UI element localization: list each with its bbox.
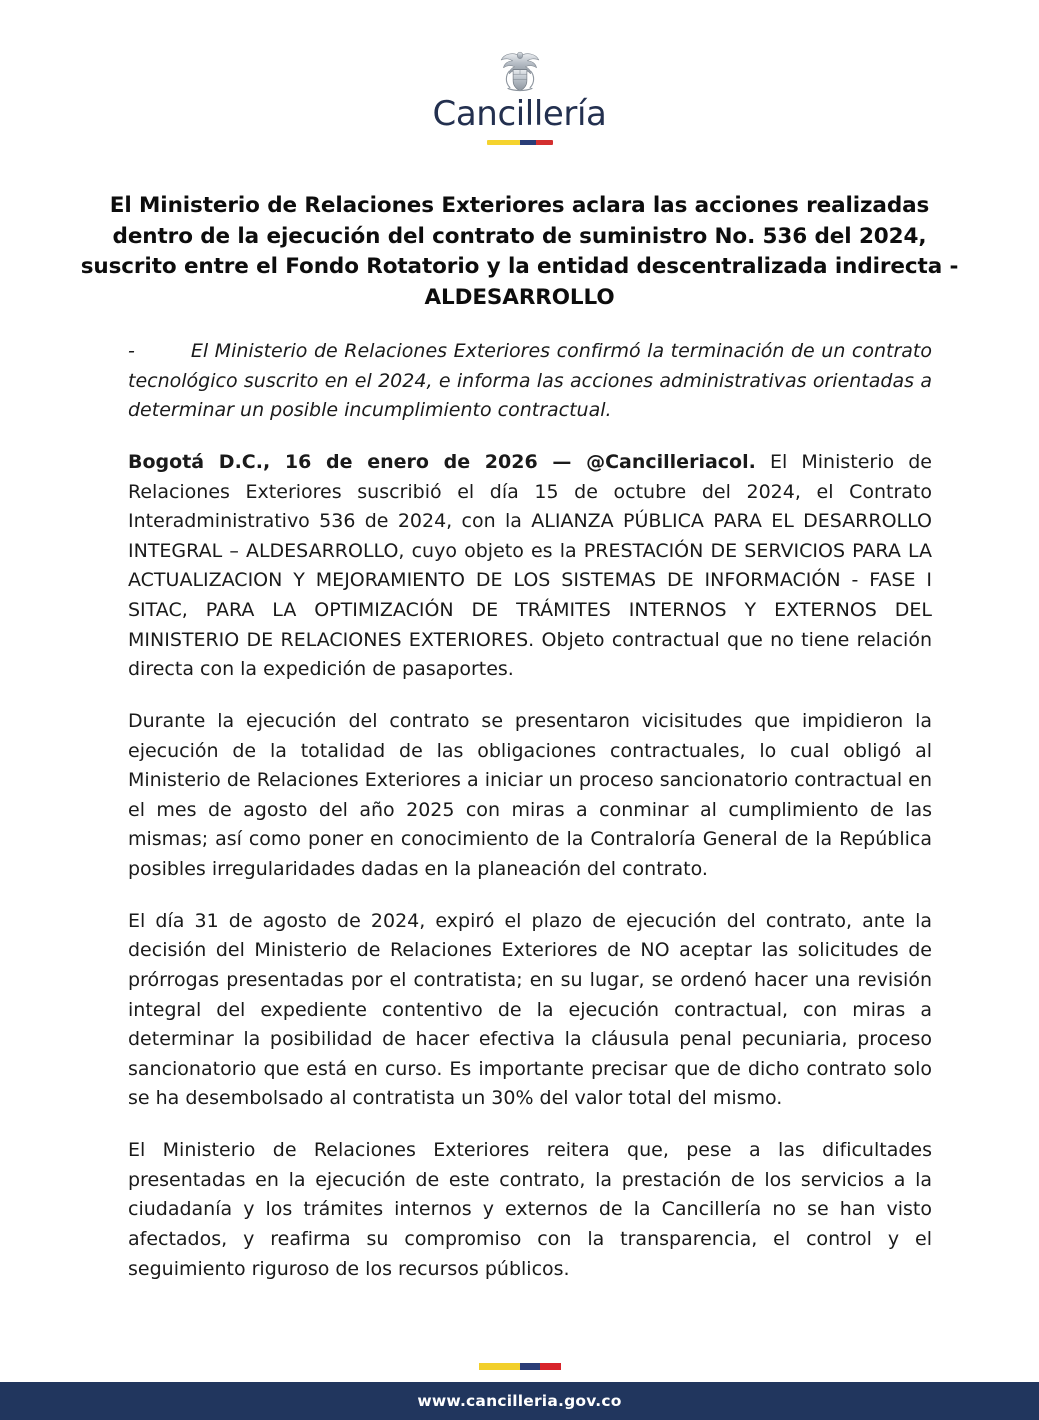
lede-paragraph [128, 337, 932, 426]
flag-stripe-yellow [487, 140, 520, 145]
body-paragraph-1-text: El Ministerio de Relaciones Exteriores suscribió el día 15 de octubre del 2024, el Contrato Interadministrativo 536 de 2024, con la ALIANZA PÚBLICA PARA EL DESARROLLO INTEGRAL – ALDESARROLLO, cuyo objeto es la PRESTACIÓN DE SERVICIOS PARA LA ACTUALIZACION Y MEJORAMIENTO DE LOS SISTEMAS DE INFORMACIÓN - FASE I SITAC, PARA LA OPTIMIZACIÓN DE TRÁMITES INTERNOS Y EXTERNOS DEL MINISTERIO DE RELACIONES EXTERIORES. Objeto contractual que no tiene relación directa con la expedición de pasaportes. [128, 450, 932, 681]
footer-flag-stripe-red [540, 1363, 561, 1370]
footer-bar [0, 1382, 1039, 1420]
cancilleria-wordmark: Cancillería [432, 94, 607, 134]
footer-flag-stripe-yellow [479, 1363, 520, 1370]
footer-flag-wrap [0, 1363, 1039, 1370]
body-paragraph-1 [128, 448, 932, 685]
colombia-flag-bar-icon-footer [479, 1363, 561, 1370]
document-header [0, 0, 1039, 145]
body-paragraph-3: El día 31 de agosto de 2024, expiró el plazo de ejecución del contrato, ante la decisión del Ministerio de Relaciones Exteriores de NO aceptar las solicitudes de prórrogas presentadas por el contratista; en su lugar, se ordenó hacer una revisión integral del expediente contentivo de la ejecución contractual, con miras a determinar la posibilidad de hacer efectiva la cláusula penal pecuniaria, proceso sancionatorio que está en curso. Es importante precisar que de dicho contrato solo se ha desembolsado al contratista un 30% del valor total del mismo. [128, 909, 932, 1110]
page-title: El Ministerio de Relaciones Exteriores aclara las acciones realizadas dentro de la ejecución del contrato de suministro No. 536 del 2024, suscrito entre el Fondo Rotatorio y la entidad descentralizada indirecta - ALDESARROLLO [80, 193, 959, 310]
document-body [128, 313, 932, 1284]
footer-website-url[interactable]: www.cancilleria.gov.co [417, 1392, 622, 1410]
flag-stripe-red [536, 140, 553, 145]
lede-bullet: - [128, 340, 135, 363]
colombia-coat-of-arms-icon [497, 48, 543, 94]
dateline: Bogotá D.C., 16 de enero de 2026 — @Cancilleriacol. [128, 450, 756, 473]
body-paragraph-2: Durante la ejecución del contrato se presentaron vicisitudes que impidieron la ejecución de la totalidad de las obligaciones contractuales, lo cual obligó al Ministerio de Relaciones Exteriores a iniciar un proceso sancionatorio contractual en el mes de agosto del año 2025 con miras a conminar al cumplimiento de las mismas; así como poner en conocimiento de la Contraloría General de la República posibles irregularidades dadas en la planeación del contrato. [128, 709, 932, 881]
footer-flag-stripe-blue [520, 1363, 541, 1370]
colombia-flag-bar-icon [487, 140, 553, 145]
body-paragraph-4: El Ministerio de Relaciones Exteriores reitera que, pese a las dificultades presentadas en la ejecución de este contrato, la prestación de los servicios a la ciudadanía y los trámites internos y externos de la Cancillería no se han visto afectados, y reafirma su compromiso con la transparencia, el control y el seguimiento riguroso de los recursos públicos. [128, 1139, 932, 1280]
lede-text: El Ministerio de Relaciones Exteriores confirmó la terminación de un contrato tecnológico suscrito en el 2024, e informa las acciones administrativas orientadas a determinar un posible incumplimiento contractual. [128, 340, 932, 422]
flag-stripe-blue [520, 140, 537, 145]
